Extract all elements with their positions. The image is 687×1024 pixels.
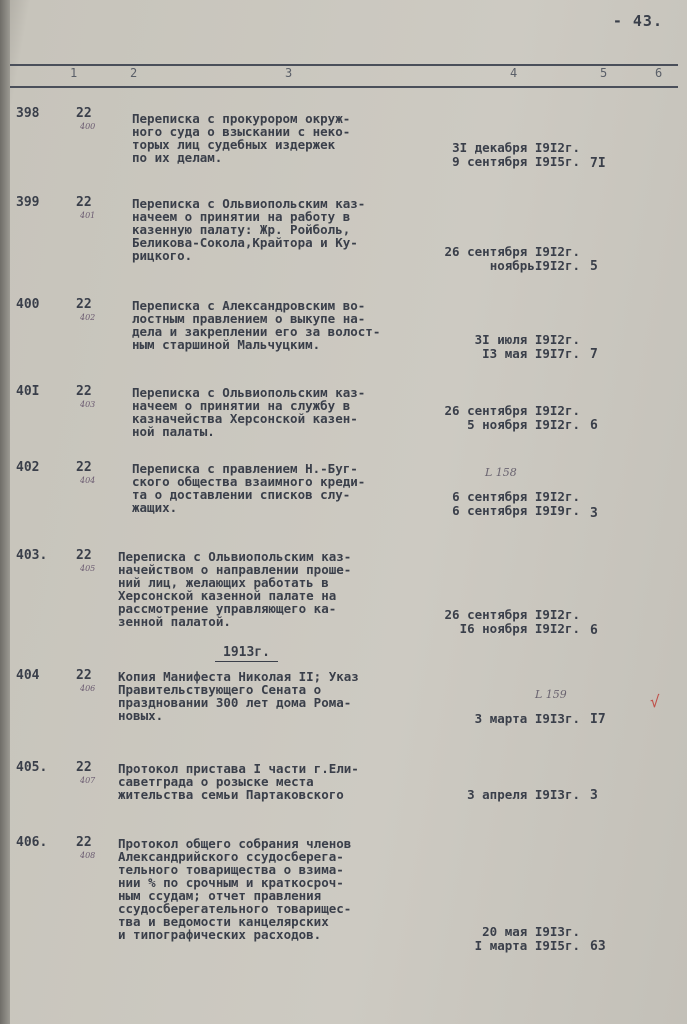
sheet-count: 5 bbox=[590, 259, 598, 274]
fund-number: 22 bbox=[76, 384, 92, 399]
entry-number: 402 bbox=[16, 460, 40, 475]
inventory-number: 403 bbox=[80, 400, 96, 409]
entry-description: Переписка с правлением Н.-Буг- ского общества взаимного креди- та о доставлении списков слу- жащих. bbox=[132, 461, 366, 515]
entry-dates: 26 сентября I9I2г. I6 ноября I9I2г. bbox=[444, 607, 580, 636]
entry-number: 400 bbox=[16, 297, 40, 312]
entry-number: 40I bbox=[16, 384, 40, 399]
col-6: 6 bbox=[655, 66, 663, 80]
fund-number: 22 bbox=[76, 195, 92, 210]
col-5: 5 bbox=[600, 66, 608, 80]
inventory-number: 407 bbox=[80, 776, 96, 785]
entry-description: Копия Манифеста Николая II; Указ Правительствующего Сената о праздновании 300 лет дома Рома- новых. bbox=[118, 669, 359, 723]
sheet-count: 6 bbox=[590, 418, 598, 433]
fund-number: 22 bbox=[76, 297, 92, 312]
col-1: 1 bbox=[70, 66, 78, 80]
entry-number: 398 bbox=[16, 106, 40, 121]
inventory-number: 404 bbox=[80, 476, 96, 485]
entry-dates: 3 марта I9I3г. bbox=[474, 711, 580, 726]
entry-dates: 26 сентября I9I2г. ноябрьI9I2г. bbox=[444, 244, 580, 273]
inventory-number: 400 bbox=[80, 122, 96, 131]
entry-number: 399 bbox=[16, 195, 40, 210]
fund-number: 22 bbox=[76, 460, 92, 475]
inventory-number: 406 bbox=[80, 684, 96, 693]
fund-number: 22 bbox=[76, 760, 92, 775]
entry-description: Переписка с Ольвиопольским каз- начеем о принятии на службу в казначейства Херсонской казен- ной палаты. bbox=[132, 385, 366, 439]
entry-dates: 3I декабря I9I2г. 9 сентября I9I5г. bbox=[452, 140, 580, 169]
sheet-count: 7 bbox=[590, 347, 598, 362]
entry-dates: 3I июля I9I2г. I3 мая I9I7г. bbox=[474, 332, 580, 361]
col-3: 3 bbox=[285, 66, 293, 80]
column-header bbox=[10, 66, 678, 86]
sheet-count: 6 bbox=[590, 623, 598, 638]
pencil-annotation: L 158 bbox=[485, 466, 517, 479]
entry-dates: 6 сентября I9I2г. 6 сентября I9I9г. bbox=[452, 489, 580, 518]
entry-dates: 26 сентября I9I2г. 5 ноября I9I2г. bbox=[444, 403, 580, 432]
fund-number: 22 bbox=[76, 668, 92, 683]
inventory-number: 408 bbox=[80, 851, 96, 860]
fund-number: 22 bbox=[76, 106, 92, 121]
entry-description: Переписка с Ольвиопольским каз- начейством о направлении проше- ний лиц, желающих работать в Херсонской казенной палате на рассмотрение управляющего ка- зенной палатой. bbox=[118, 549, 352, 629]
sheet-count: 63 bbox=[590, 939, 606, 954]
entry-number: 406. bbox=[16, 835, 48, 850]
entry-description: Переписка с Александровским во- лостным правлением о выкупе на- дела и закреплении его за волост- ным старшиной Мальчуцким. bbox=[132, 298, 381, 352]
col-2: 2 bbox=[130, 66, 138, 80]
entry-number: 403. bbox=[16, 548, 48, 563]
col-4: 4 bbox=[510, 66, 518, 80]
entry-dates: 20 мая I9I3г. I марта I9I5г. bbox=[474, 924, 580, 953]
fund-number: 22 bbox=[76, 548, 92, 563]
entry-number: 405. bbox=[16, 760, 48, 775]
sheet-count: 3 bbox=[590, 506, 598, 521]
sheet-count: I7 bbox=[590, 712, 606, 727]
sheet-count: 7I bbox=[590, 156, 606, 171]
entry-description: Протокол пристава I части г.Ели- саветграда о розыске места жительства семьи Партаковского bbox=[118, 761, 359, 802]
year-heading: 1913г. bbox=[215, 645, 278, 662]
book-spine bbox=[0, 0, 10, 1024]
inventory-number: 402 bbox=[80, 313, 96, 322]
entry-dates: 3 апреля I9I3г. bbox=[467, 787, 580, 802]
inventory-number: 405 bbox=[80, 564, 96, 573]
entry-description: Переписка с Ольвиопольским каз- начеем о принятии на работу в казенную палату: Жр. Ройболь, Беликова-Сокола,Крайтора и Ку- рицкого. bbox=[132, 196, 366, 263]
fund-number: 22 bbox=[76, 835, 92, 850]
page-number: - 43. bbox=[612, 12, 663, 30]
check-mark-icon: √ bbox=[650, 692, 660, 711]
sheet-count: 3 bbox=[590, 788, 598, 803]
entry-description: Протокол общего собрания членов Александрийского ссудосберега- тельного товарищества о взима- нии % по срочным и краткосроч- ным ссудам; отчет правления ссудосберегательного товарищес- тва и ведомости канцелярских и типографических расходов. bbox=[118, 836, 352, 942]
header-rule-bottom bbox=[10, 86, 678, 88]
inventory-number: 401 bbox=[80, 211, 96, 220]
entry-number: 404 bbox=[16, 668, 40, 683]
entry-description: Переписка с прокурором окруж- ного суда о взыскании с неко- торых лиц судебных издержек по их делам. bbox=[132, 111, 351, 165]
pencil-annotation: L 159 bbox=[535, 688, 567, 701]
